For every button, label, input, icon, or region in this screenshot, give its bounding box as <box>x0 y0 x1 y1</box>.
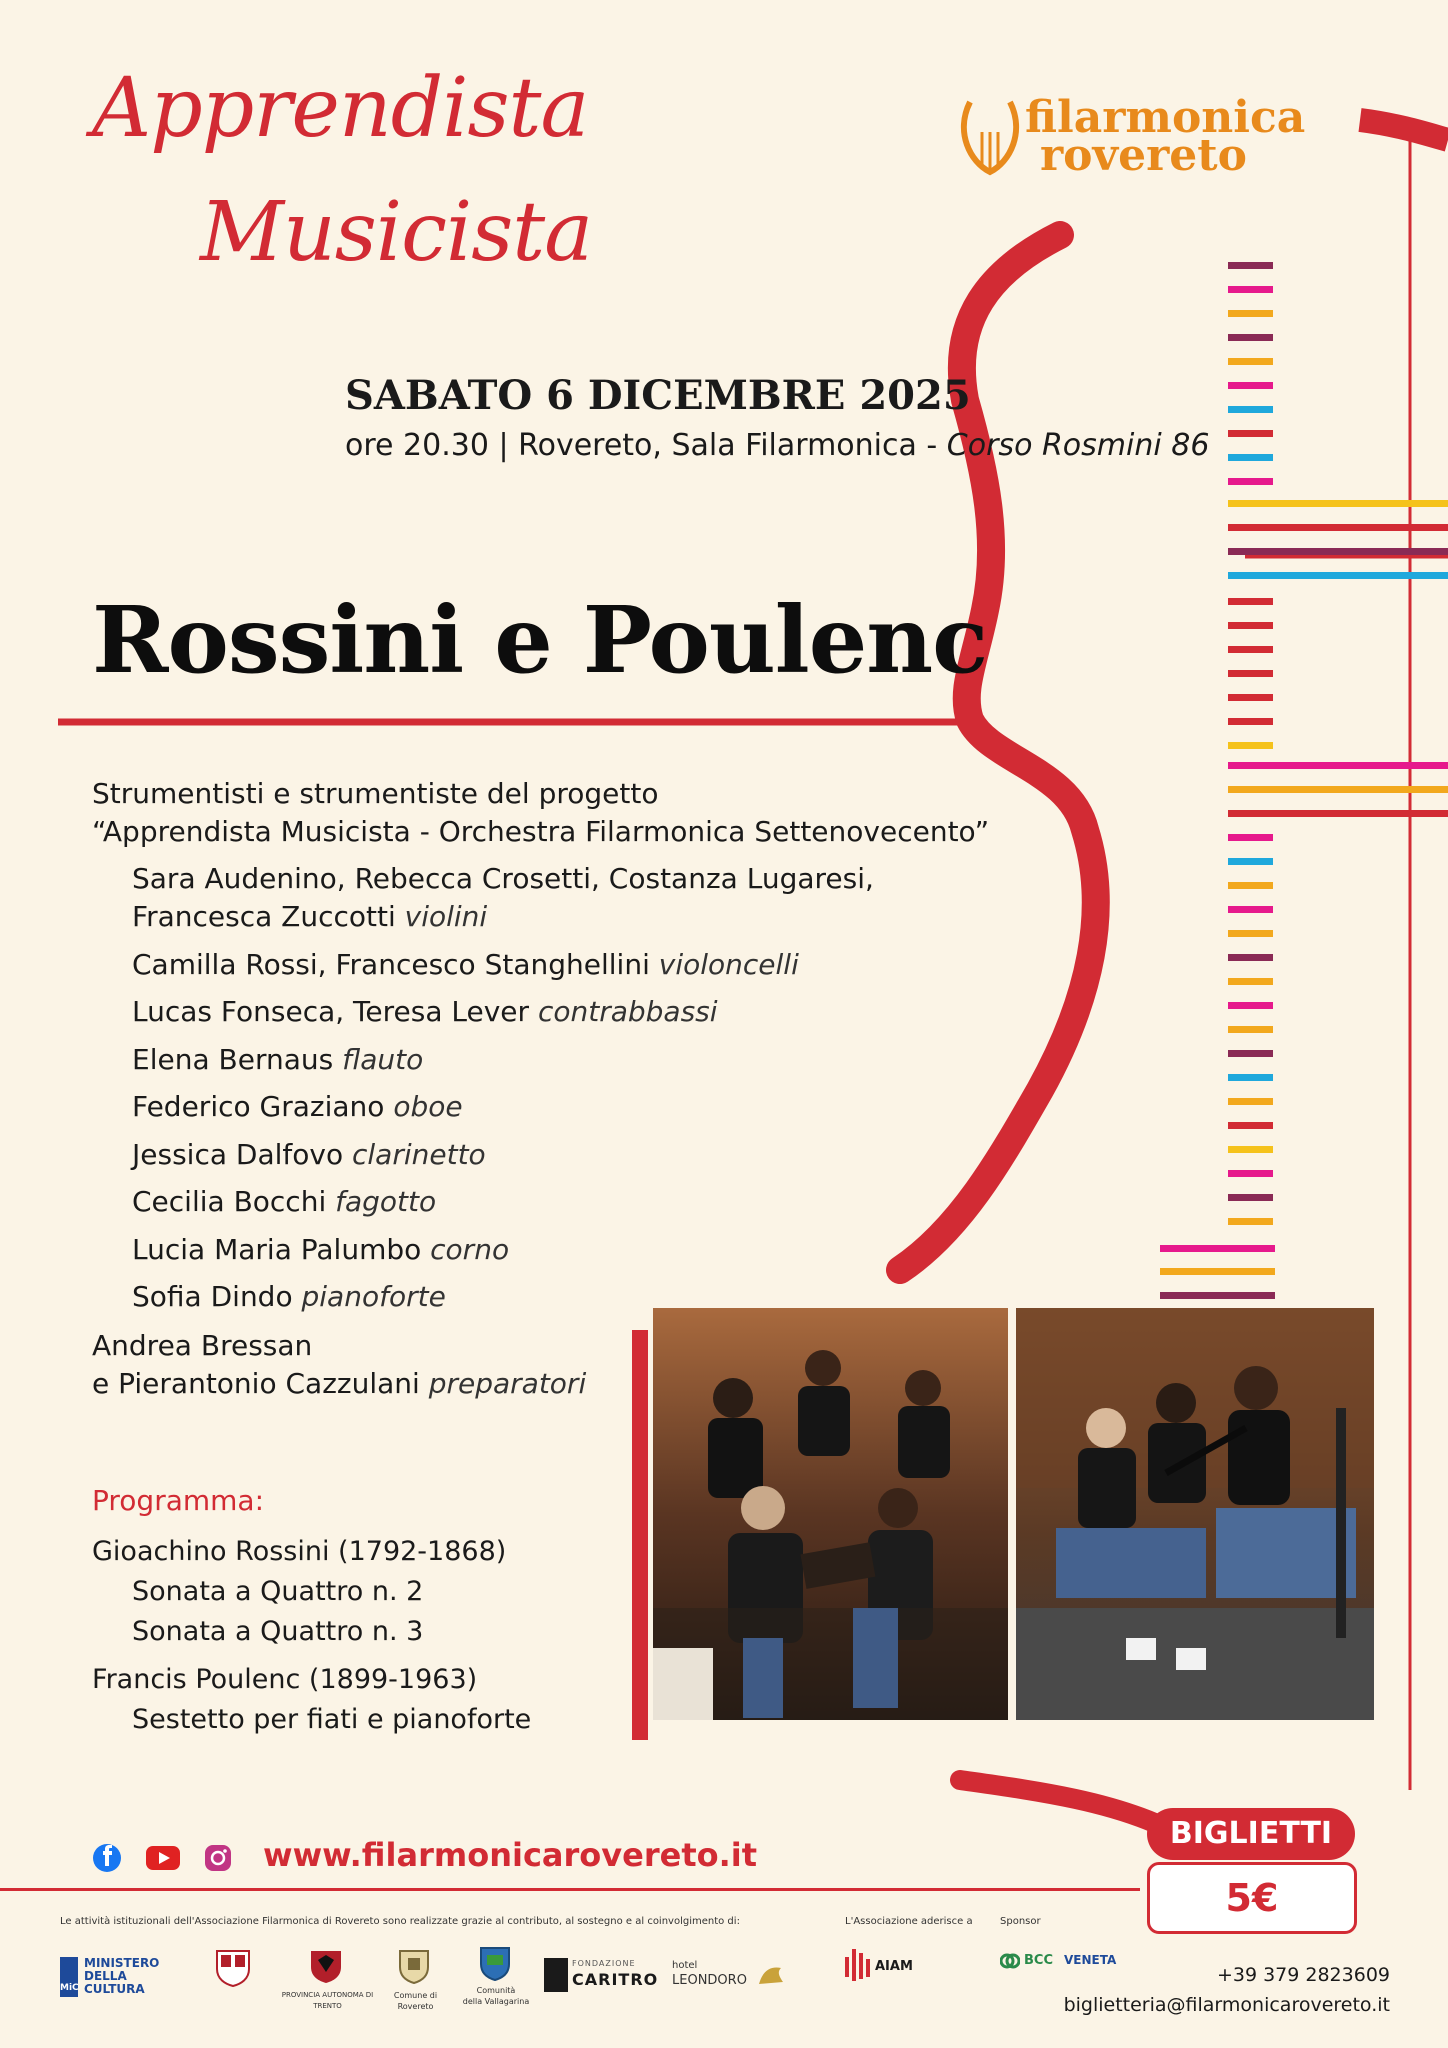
lyre-logo-icon <box>960 92 1020 182</box>
stripe <box>1228 1026 1273 1033</box>
stripe <box>1228 310 1273 317</box>
event-date: SABATO 6 DICEMBRE 2025 <box>345 372 971 419</box>
stripe <box>1228 430 1273 437</box>
instagram-icon[interactable] <box>203 1843 233 1873</box>
stripe <box>1228 1194 1273 1201</box>
stripe <box>1228 718 1273 725</box>
website-link[interactable]: www.filarmonicarovereto.it <box>263 1836 758 1874</box>
comune-crest-icon <box>397 1948 431 1984</box>
series-title-line2: Musicista <box>200 185 593 280</box>
orchestra-photo-strings <box>653 1308 1008 1720</box>
roster-row: Sara Audenino, Rebecca Crosetti, Costanza Lugaresi, <box>132 862 874 895</box>
orchestra-photo-winds <box>1016 1308 1374 1720</box>
stripe <box>1228 930 1273 937</box>
facebook-icon[interactable] <box>92 1843 122 1873</box>
roster-row: Francesca Zuccotti violini <box>132 900 488 933</box>
roster-row: Cecilia Bocchi fagotto <box>132 1185 437 1218</box>
tickets-label: BIGLIETTI <box>1147 1808 1355 1860</box>
stripe <box>1228 406 1273 413</box>
roster-row: Federico Graziano oboe <box>132 1090 463 1123</box>
stripe <box>1228 1074 1273 1081</box>
roster-row: Elena Bernaus flauto <box>132 1043 424 1076</box>
association-note: L'Associazione aderisce a <box>845 1916 973 1927</box>
bcc-veneta-logo: BCC VENETA <box>1000 1950 1130 1974</box>
stripe <box>1228 478 1273 485</box>
event-time-place: ore 20.30 | Rovereto, Sala Filarmonica - <box>345 428 947 463</box>
stripe <box>1228 622 1273 629</box>
roster-row: Jessica Dalfovo clarinetto <box>132 1138 486 1171</box>
stripe <box>1228 786 1448 793</box>
violin-curve-top <box>1360 120 1448 140</box>
comunita-crest-icon <box>478 1945 512 1981</box>
lion-icon <box>757 1962 785 1988</box>
roster-row: Lucas Fonseca, Teresa Lever contrabbassi <box>132 995 718 1028</box>
stripe <box>1228 1218 1273 1225</box>
stripe <box>1228 1146 1273 1153</box>
stripe <box>1228 978 1273 985</box>
stripe <box>1228 572 1448 579</box>
stripe <box>1228 834 1273 841</box>
event-address: Corso Rosmini 86 <box>946 428 1210 463</box>
stripe <box>1228 1098 1273 1105</box>
sponsor-label: Sponsor <box>1000 1916 1041 1927</box>
stripe <box>1228 334 1273 341</box>
program-heading: Programma: <box>92 1484 265 1517</box>
program-work: Sonata a Quattro n. 3 <box>132 1616 424 1647</box>
stripe <box>1228 670 1273 677</box>
stripe <box>1228 1050 1273 1057</box>
event-venue <box>345 428 1209 463</box>
stripe <box>1228 906 1273 913</box>
stripe <box>1228 694 1273 701</box>
program-work: Sonata a Quattro n. 2 <box>132 1576 424 1607</box>
stripe <box>1228 1170 1273 1177</box>
program-composer-poulenc: Francis Poulenc (1899-1963) <box>92 1664 478 1695</box>
stripe <box>1228 598 1273 605</box>
ticket-price: 5€ <box>1147 1862 1357 1934</box>
stripe <box>1228 454 1273 461</box>
violin-curve-bottom <box>960 1780 1170 1830</box>
provincia-label: PROVINCIA AUTONOMA DI TRENTO <box>281 1991 374 2010</box>
program-composer-rossini: Gioachino Rossini (1792-1868) <box>92 1536 507 1567</box>
stripe <box>1228 286 1273 293</box>
roster-row: Lucia Maria Palumbo corno <box>132 1233 510 1266</box>
performers-intro-line1: Strumentisti e strumentiste del progetto <box>92 777 659 810</box>
ministero-cultura-logo: MiC MINISTERO DELLA CULTURA <box>60 1956 160 1996</box>
roster-list <box>132 860 874 1326</box>
stripe <box>1228 742 1273 749</box>
performers-intro-line2: “Apprendista Musicista - Orchestra Filarmonica Settenovecento” <box>92 815 990 848</box>
brand-name-line1: filarmonica <box>1025 92 1306 143</box>
comune-label: Comune di Rovereto <box>393 1991 438 2011</box>
stripe <box>1160 1292 1275 1299</box>
stripe <box>1160 1245 1275 1252</box>
stripe <box>1228 1002 1273 1009</box>
stripe <box>1228 382 1273 389</box>
fondazione-caritro-logo: FONDAZIONE CARITRO <box>544 1958 649 1996</box>
stripe <box>1228 1122 1273 1129</box>
stripe <box>1228 358 1273 365</box>
brand-name-line2: rovereto <box>1040 130 1247 181</box>
provincia-crest-icon <box>308 1948 344 1984</box>
preparers-line2: e Pierantonio Cazzulani preparatori <box>92 1367 587 1400</box>
caritro-mark <box>544 1958 568 1992</box>
aiam-logo: AIAM <box>843 1945 923 1989</box>
footer-divider <box>0 1888 1140 1891</box>
hotel-leondoro-logo: hotel LEONDORO <box>672 1960 792 1998</box>
concert-title: Rossini e Poulenc <box>92 586 988 694</box>
stripe <box>1160 1268 1275 1275</box>
program-work: Sestetto per fiati e pianoforte <box>132 1704 532 1735</box>
photo-frame-accent <box>632 1330 648 1740</box>
series-title-line1: Apprendista <box>92 61 589 156</box>
stripe <box>1228 524 1448 531</box>
stripe <box>1228 954 1273 961</box>
comunita-label: Comunità della Vallagarina <box>462 1986 530 2006</box>
roster-row: Camilla Rossi, Francesco Stanghellini violoncelli <box>132 948 799 981</box>
stripe <box>1228 646 1273 653</box>
support-note: Le attività istituzionali dell'Associazione Filarmonica di Rovereto sono realizzate grazie al contributo, al sostegno e al coinvolgimento di: <box>60 1916 740 1927</box>
roster-row: Sofia Dindo pianoforte <box>132 1280 446 1313</box>
preparers-line1: Andrea Bressan <box>92 1329 313 1362</box>
stripe <box>1228 500 1448 507</box>
youtube-icon[interactable] <box>145 1843 181 1873</box>
contact-phone[interactable]: +39 379 2823609 <box>1216 1964 1390 1986</box>
stripe <box>1228 882 1273 889</box>
regione-crest-icon <box>213 1947 253 1987</box>
contact-email[interactable]: biglietteria@filarmonicarovereto.it <box>1063 1994 1390 2016</box>
stripe <box>1228 762 1448 769</box>
aiam-bars-icon <box>843 1945 873 1985</box>
stripe <box>1228 858 1273 865</box>
contact-block <box>1000 1960 1390 2020</box>
stripe <box>1228 810 1448 817</box>
stripe <box>1228 262 1273 269</box>
stripe <box>1228 548 1448 555</box>
